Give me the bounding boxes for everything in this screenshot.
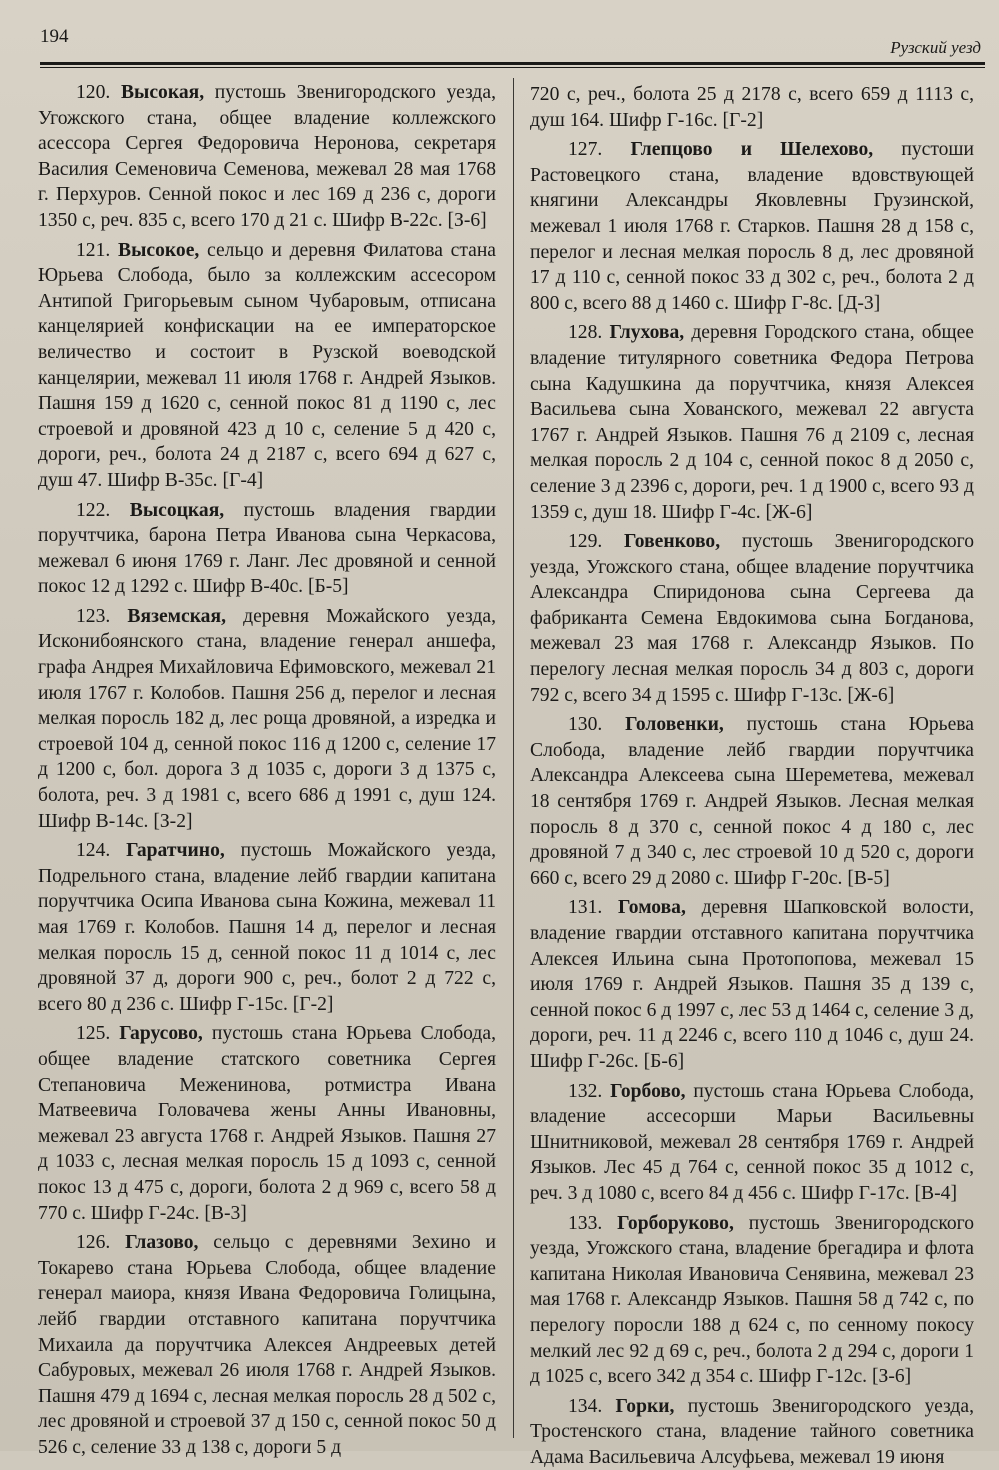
left-column bbox=[38, 80, 496, 1460]
header-rule-thin bbox=[40, 67, 985, 68]
entry-continuation: 720 с, реч., болота 25 д 2178 с, всего 659 д 1113 с, душ 164. Шифр Г-16с. [Г-2] bbox=[530, 84, 974, 131]
header-rule bbox=[40, 62, 985, 65]
entry: 133. Горборуково, пустошь Звенигородского уезда, Угожского стана, владение брегадира и флота капитана Николая Ивановича Сенявина, межевал 23 мая 1768 г. Александр Языков. Пашня 58 д 742 с, по перелогу поросли 188 д 624 с, по сенному покосу мелкий лес 92 д 69 с, реч., болота 2 д 294 с, дороги 1 д 1025 с, всего 342 д 354 с. Шифр Г-12с. [З-6] bbox=[530, 1212, 974, 1388]
page-number: 194 bbox=[40, 26, 69, 47]
entry: 132. Горбово, пустошь стана Юрьева Слобода, владение ассесорши Марьи Васильевны Шнитниковой, межевал 28 сентября 1769 г. Андрей Языков. Лес 45 д 764 с, сенной покос 35 д 1012 с, реч. 3 д 1080 с, всего 84 д 456 с. Шифр Г-17с. [В-4] bbox=[530, 1080, 974, 1204]
entry: 128. Глухова, деревня Городского стана, общее владение титулярного советника Федора Петрова сына Кадушкина да поручтчика, князя Алексея Васильева сына Хованского, межевал 22 августа 1767 г. Андрей Языков. Пашня 76 д 2109 с, лесная мелкая поросль 2 д 104 с, сенной покос 8 д 2050 с, селение 3 д 2396 с, дороги, реч. 1 д 1900 с, всего 93 д 1359 с, душ 18. Шифр Г-4с. [Ж-6] bbox=[530, 322, 975, 523]
entry: 134. Горки, пустошь Звенигородского уезда, Тростенского стана, владение тайного советника Адама Васильевича Алсуфьева, межевал 19 июня bbox=[530, 1395, 974, 1468]
entry: 123. Вяземская, деревня Можайского уезда, Исконибоянского стана, владение генерал аншефа, графа Андрея Михайловича Ефимовского, межевал 21 июля 1767 г. Колобов. Пашня 256 д, перелог и лесная мелкая поросль 182 д, лес роща дровяной, а изредка и строевой 104 д, сенной покос 116 д 1200 с, селение 17 д 1200 с, бол. дорога 3 д 1035 с, дороги 3 д 1375 с, болота, реч. 3 д 1981 с, всего 686 д 1991 с, душ 124. Шифр В-14с. [З-2] bbox=[38, 605, 496, 832]
entry: 125. Гарусово, пустошь стана Юрьева Слобода, общее владение статского советника Сергея Степановича Меженинова, ротмистра Ивана Матвеевича Головачева жены Анны Ивановны, межевал 23 августа 1768 г. Андрей Языков. Пашня 27 д 1033 с, лесная мелкая поросль 15 д 1093 с, сенной покос 13 д 475 с, дороги, болота 2 д 969 с, всего 58 д 770 с. Шифр Г-24с. [В-3] bbox=[38, 1023, 496, 1224]
column-divider bbox=[513, 78, 514, 1438]
entry: 131. Гомова, деревня Шапковской волости, владение гвардии отставного капитана поручтчика Алексея Ильина сына Протопопова, межевал 15 июля 1769 г. Андрей Языков. Пашня 35 д 139 с, сенной покос 6 д 1997 с, лес 53 д 1464 с, селение 3 д, дороги, реч. 11 д 2246 с, всего 110 д 1046 с, душ 24. Шифр Г-26с. [Б-6] bbox=[530, 897, 974, 1072]
entry: 121. Высокое, сельцо и деревня Филатова стана Юрьева Слобода, было за коллежским ассесором Антипой Григорьевым сыном Чубаровым, отписана канцелярией конфискации на ее императорское величество и состоит в Рузской воеводской канцелярии, межевал 11 июля 1768 г. Андрей Языков. Пашня 159 д 1620 с, сенной покос 81 д 1190 с, лес строевой и дровяной 423 д 10 с, селение 5 д 420 с, дороги, реч., болота 24 д 2187 с, всего 694 д 627 с, душ 47. Шифр В-35с. [Г-4] bbox=[38, 239, 496, 491]
entry: 120. Высокая, пустошь Звенигородского уезда, Угожского стана, общее владение коллежского асессора Сергея Федоровича Неронова, секретаря Василия Семеновича Семенова, межевал 28 мая 1768 г. Перхуров. Сенной покос и лес 169 д 236 с, дороги 1350 с, реч. 835 с, всего 170 д 21 с. Шифр В-22с. [З-6] bbox=[38, 82, 496, 231]
entry: 126. Глазово, сельцо с деревнями Зехино и Токарево стана Юрьева Слобода, общее владение генерал маиора, князя Ивана Федоровича Голицына, лейб гвардии отставного капитана поручтчика Михаила да поручтчика Алексея Андреевых детей Сабуровых, межевал 26 июля 1768 г. Андрей Языков. Пашня 479 д 1694 с, лесная мелкая поросль 28 д 502 с, лес дровяной и строевой 37 д 150 с, сенной покос 50 д 526 с, селение 33 д 138 с, дороги 5 д bbox=[38, 1232, 496, 1458]
entry: 129. Говенково, пустошь Звенигородского уезда, Угожского стана, общее владение поручтчика Александра Спиридонова сына Сергеева да фабриканта Семена Евдокимова сына Богданова, межевал 23 мая 1768 г. Александр Языков. По перелогу лесная мелкая поросль 34 д 803 с, дороги 792 с, всего 34 д 1595 с. Шифр Г-13с. [Ж-6] bbox=[530, 531, 974, 706]
entry: 122. Высоцкая, пустошь владения гвардии поручтчика, барона Петра Иванова сына Черкасова, межевал 6 июня 1769 г. Ланг. Лес дровяной и сенной покос 12 д 1292 с. Шифр В-40с. [Б-5] bbox=[38, 499, 496, 598]
entry: 127. Глепцово и Шелехово, пустоши Растовецкого стана, владение вдовствующей княгини Александры Яковлевны Грузинской, межевал 1 июля 1768 г. Старков. Пашня 28 д 158 с, перелог и лесная мелкая поросль 8 д, лес дровяной 17 д 110 с, сенной покос 33 д 302 с, реч., болота 2 д 800 с, всего 88 д 1460 с. Шифр Г-8с. [Д-3] bbox=[530, 139, 974, 314]
right-column bbox=[530, 82, 974, 1470]
entry: 124. Гаратчино, пустошь Можайского уезда, Подрельного стана, владение лейб гвардии капитана поручтчика Осипа Иванова сына Кожина, межевал 11 мая 1769 г. Колобов. Пашня 14 д, перелог и лесная мелкая поросль 15 д, сенной покос 11 д 1014 с, лес дровяной 37 д, дороги 900 с, реч., болот 2 д 722 с, всего 80 д 236 с. Шифр Г-15с. [Г-2] bbox=[38, 840, 497, 1015]
entry: 130. Головенки, пустошь стана Юрьева Слобода, владение лейб гвардии поручтчика Александра Алексеева сына Шереметева, межевал 18 сентября 1769 г. Андрей Языков. Лесная мелкая поросль 8 д 370 с, сенной покос 4 д 180 с, лес дровяной 7 д 340 с, лес строевой 10 д 520 с, дороги 660 с, всего 29 д 2080 с. Шифр Г-20с. [В-5] bbox=[530, 714, 974, 889]
running-title: Рузский уезд bbox=[890, 38, 981, 57]
